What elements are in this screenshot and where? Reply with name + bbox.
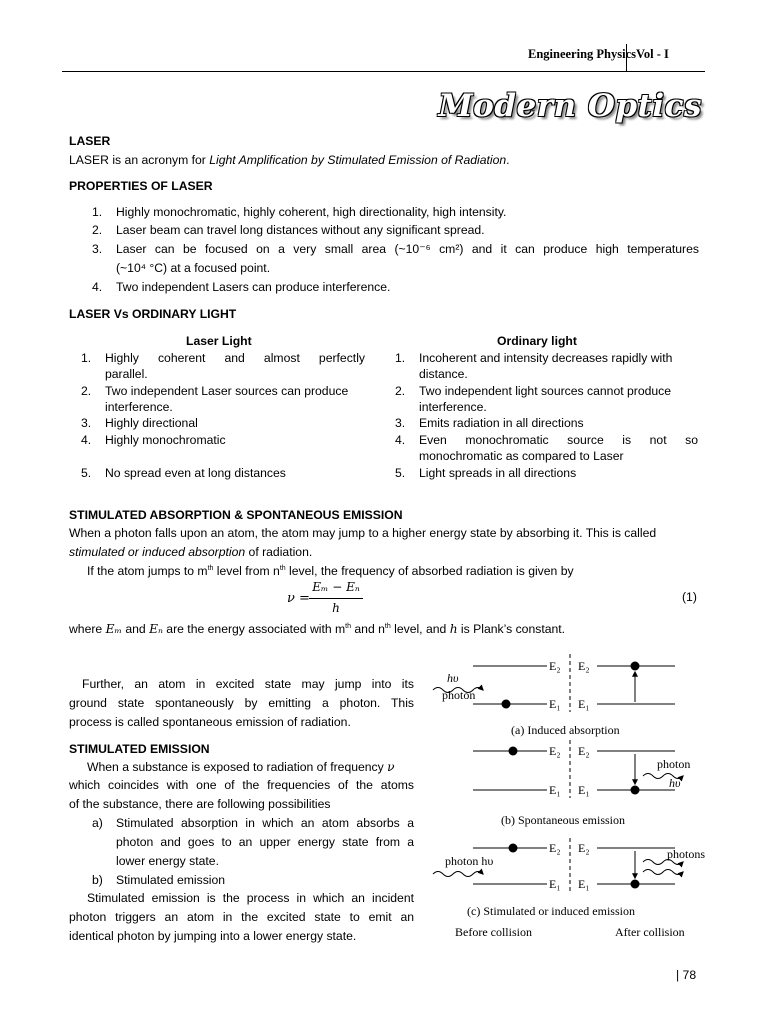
- volume-label: Vol - I: [636, 47, 669, 61]
- ordinary-row-num-5: 5.: [395, 466, 406, 480]
- spontaneous-line-3: process is called spontaneous emission of radiation.: [69, 715, 351, 729]
- property-item-3: Laser can be focused on a very small area (~10⁻⁶ cm²) and it can produce high temperatures: [116, 242, 699, 256]
- property-item-1: Highly monochromatic, highly coherent, high directionality, high intensity.: [116, 205, 507, 219]
- stimulated-line-2: which coincides with one of the frequencies of the atoms: [69, 778, 414, 792]
- e2-label-after: E₂: [578, 659, 590, 673]
- possibility-a-line-2: photon and goes to an upper energy state from a: [116, 835, 414, 849]
- possibility-b-text: Stimulated emission: [116, 873, 226, 887]
- atom-ground: [502, 700, 511, 709]
- absorption-para-1-tail: of radiation.: [245, 545, 313, 559]
- spontaneous-line-1: Further, an atom in excited state may jump into its: [82, 677, 414, 691]
- stimulated-heading: STIMULATED EMISSION: [69, 742, 210, 756]
- photon-hv-label: photon hυ: [445, 854, 494, 868]
- laser-row-4: Highly monochromatic: [105, 433, 226, 447]
- property-item-2: Laser beam can travel long distances without any significant spread.: [116, 223, 485, 237]
- equation-number: (1): [682, 590, 697, 604]
- laser-intro: [69, 153, 510, 167]
- ordinary-row-2-cont: interference.: [419, 400, 487, 414]
- laser-row-3: Highly directional: [105, 416, 198, 430]
- chapter-title: Modern Optics: [438, 88, 702, 124]
- laser-row-5: No spread even at long distances: [105, 466, 286, 480]
- e1-label-after: E₁: [578, 697, 590, 711]
- properties-heading: PROPERTIES OF LASER: [69, 179, 213, 193]
- spontaneous-line-2: ground state spontaneously by emitting a photon. This: [69, 696, 414, 710]
- ordinary-row-num-3: 3.: [395, 416, 406, 430]
- laser-intro-prefix: LASER is an acronym for: [69, 153, 210, 167]
- property-item-3-cont: (~10⁴ °C) at a focused point.: [116, 261, 271, 275]
- photons-label: photons: [667, 847, 705, 861]
- ordinary-row-1-cont: distance.: [419, 367, 468, 381]
- comparison-heading: LASER Vs ORDINARY LIGHT: [69, 307, 237, 321]
- laser-row-2: Two independent Laser sources can produce: [105, 384, 349, 398]
- caption-b: (b) Spontaneous emission: [501, 813, 625, 827]
- e1-label-after: E₁: [578, 877, 590, 891]
- book-title: Engineering Physics: [528, 47, 636, 61]
- stimulated-line-1: When a substance is exposed to radiation of frequency ν: [87, 760, 395, 774]
- hv-label: hυ: [669, 776, 681, 790]
- ordinary-row-2: Two independent light sources cannot produce: [419, 384, 672, 398]
- ordinary-row-num-2: 2.: [395, 384, 406, 398]
- photon-label: photon: [657, 757, 691, 771]
- laser-row-num-3: 3.: [81, 416, 92, 430]
- emitted-photon-wave-2: [643, 870, 683, 875]
- caption-a: (a) Induced absorption: [511, 723, 620, 737]
- laser-row-num-2: 2.: [81, 384, 92, 398]
- laser-row-1-cont: parallel.: [105, 367, 148, 381]
- photon-label: photon: [442, 688, 476, 702]
- absorption-para-1: When a photon falls upon an atom, the atom may jump to a higher energy state by absorbing it. This is called: [69, 526, 657, 540]
- e2-label-before: E₂: [549, 841, 561, 855]
- equation-denominator: h: [332, 601, 340, 615]
- laser-row-num-4: 4.: [81, 433, 92, 447]
- stimulated-def-line-2: photon triggers an atom in the excited state to emit an: [69, 910, 414, 924]
- header-divider: [626, 44, 627, 72]
- property-num-2: 2.: [92, 223, 103, 237]
- before-collision-label: Before collision: [455, 925, 532, 939]
- stimulated-def-line-1: Stimulated emission is the process in which an incident: [87, 891, 414, 905]
- absorption-para-2: If the atom jumps to $m^{th}$ level from $n^{th}$ level, the frequency of absorbed radiation is given by: [87, 564, 574, 578]
- property-item-4: Two independent Lasers can produce interference.: [116, 280, 391, 294]
- caption-c: (c) Stimulated or induced emission: [467, 904, 635, 918]
- ordinary-row-num-4: 4.: [395, 433, 406, 447]
- page-number: | 78: [676, 968, 697, 982]
- ordinary-row-1: Incoherent and intensity decreases rapidly with: [419, 351, 673, 365]
- atom-excited: [509, 747, 518, 756]
- laser-row-num-5: 5.: [81, 466, 92, 480]
- possibility-a-line-3: lower energy state.: [116, 854, 219, 868]
- panel-induced-absorption: [433, 654, 675, 737]
- hv-label: hυ: [447, 671, 459, 685]
- ordinary-row-5: Light spreads in all directions: [419, 466, 577, 480]
- e2-label-after: E₂: [578, 744, 590, 758]
- absorption-heading: STIMULATED ABSORPTION & SPONTANEOUS EMISSION: [69, 508, 403, 522]
- laser-intro-suffix: .: [506, 153, 510, 167]
- property-num-3: 3.: [92, 242, 103, 256]
- equation-fraction-bar: [309, 598, 363, 599]
- ordinary-row-3: Emits radiation in all directions: [419, 416, 584, 430]
- laser-row-num-1: 1.: [81, 351, 92, 365]
- equation-lhs: ν =: [287, 591, 310, 606]
- property-num-1: 1.: [92, 205, 103, 219]
- atom-ground: [631, 786, 640, 795]
- ordinary-light-column-title: Ordinary light: [497, 334, 577, 348]
- ordinary-row-num-1: 1.: [395, 351, 406, 365]
- panel-spontaneous-emission: [473, 740, 690, 827]
- after-collision-label: After collision: [615, 925, 685, 939]
- stimulated-def-line-3: identical photon by jumping into a lower energy state.: [69, 929, 357, 943]
- e1-label-before: E₁: [549, 697, 561, 711]
- stimulated-line-3: of the substance, there are following possibilities: [69, 797, 331, 811]
- possibility-b-label: b): [92, 873, 103, 887]
- laser-heading: LASER: [69, 134, 111, 148]
- e2-label-after: E₂: [578, 841, 590, 855]
- ordinary-row-4: Even monochromatic source is not so: [419, 433, 698, 447]
- atom-excited: [631, 662, 640, 671]
- possibility-a-label: a): [92, 816, 103, 830]
- ordinary-row-4-cont: monochromatic as compared to Laser: [419, 449, 624, 463]
- laser-light-column-title: Laser Light: [186, 334, 252, 348]
- e1-label-before: E₁: [549, 783, 561, 797]
- e2-label-before: E₂: [549, 659, 561, 673]
- atom-excited: [509, 844, 518, 853]
- laser-row-1: Highly coherent and almost perfectly: [105, 351, 365, 365]
- atom-ground: [631, 880, 640, 889]
- panel-stimulated-emission: [433, 838, 705, 939]
- header-rule: [62, 71, 705, 72]
- where-sentence: where Eₘ and Eₙ are the energy associated with $m^{th}$ and $n^{th}$ level, and h is Plank’s constant.: [69, 622, 566, 636]
- possibility-a-line-1: Stimulated absorption in which an atom absorbs a: [116, 816, 414, 830]
- energy-level-diagram: [425, 648, 705, 948]
- equation-numerator: Eₘ − Eₙ: [312, 580, 360, 594]
- e2-label-before: E₂: [549, 744, 561, 758]
- property-num-4: 4.: [92, 280, 103, 294]
- absorption-para-1-cont: [69, 545, 312, 559]
- e1-label-after: E₁: [578, 783, 590, 797]
- laser-acronym: Light Amplification by Stimulated Emission of Radiation: [209, 153, 507, 167]
- incident-photon-wave: [433, 872, 483, 877]
- laser-row-2-cont: interference.: [105, 400, 173, 414]
- induced-absorption-term: stimulated or induced absorption: [69, 545, 246, 559]
- e1-label-before: E₁: [549, 877, 561, 891]
